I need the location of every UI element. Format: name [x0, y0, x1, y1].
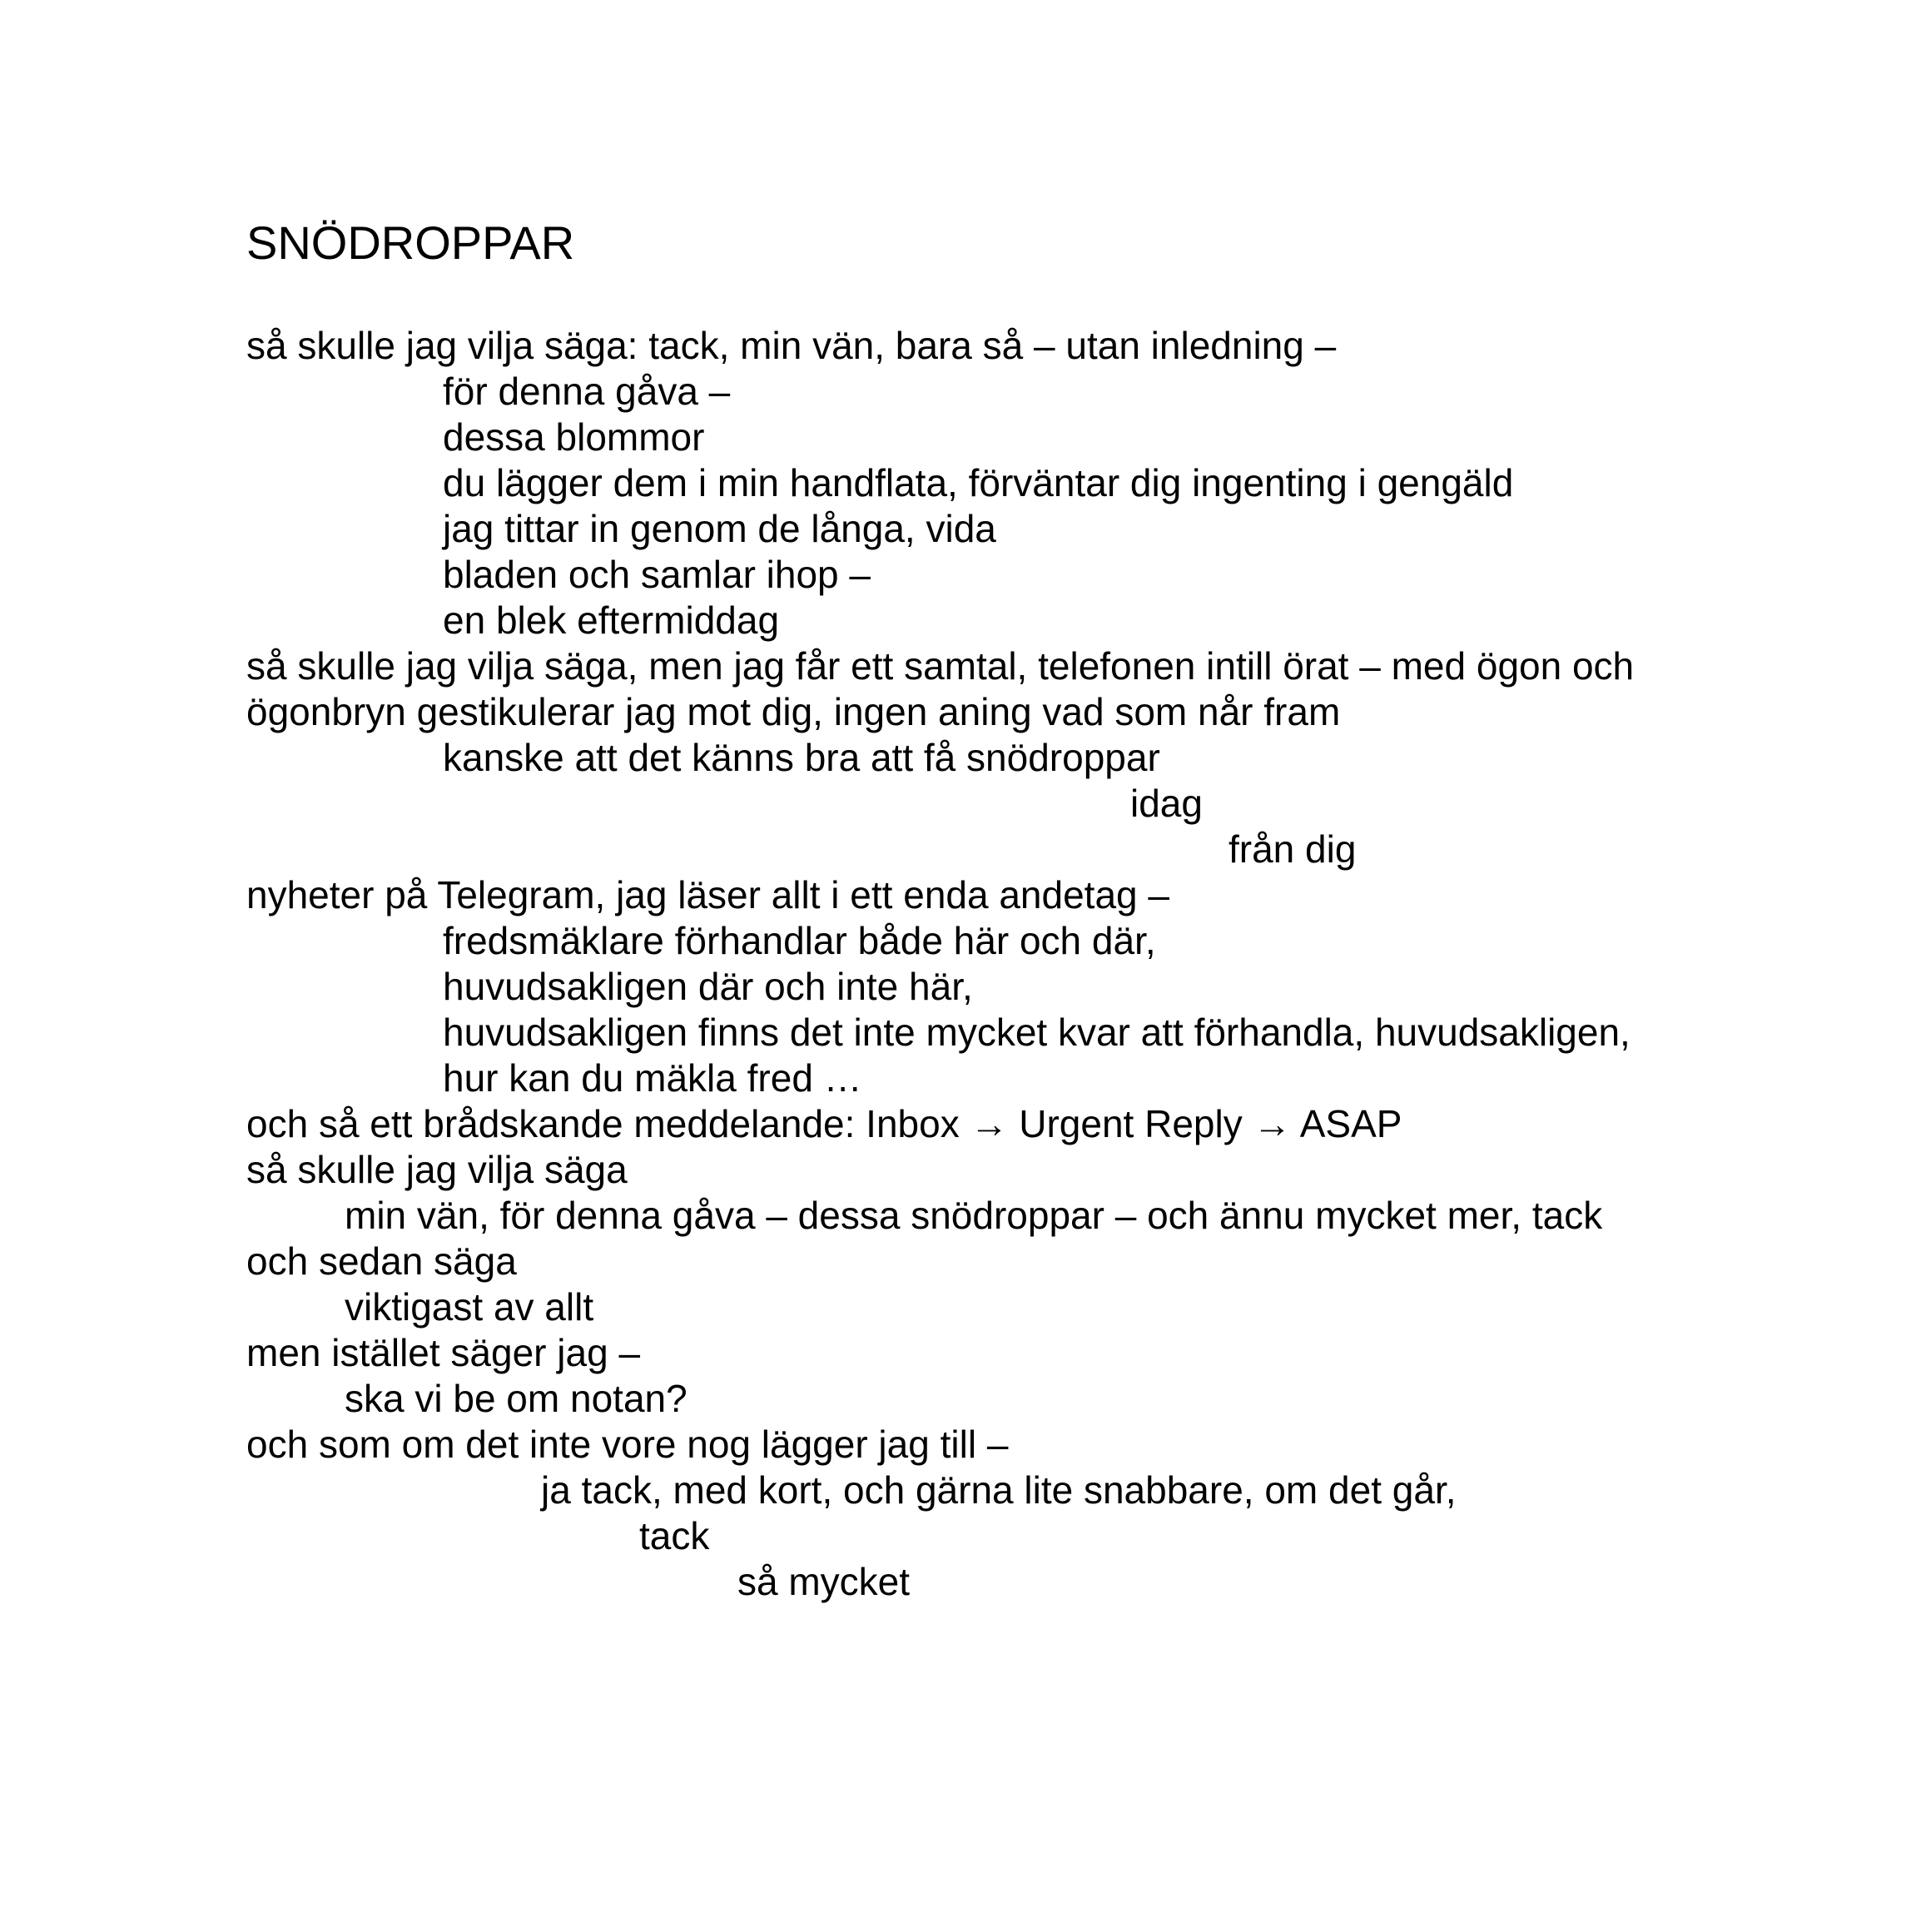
poem-line: så skulle jag vilja säga: tack, min vän, bara så – utan inledning – — [246, 324, 1337, 367]
poem-line: ja tack, med kort, och gärna lite snabbare, om det går, — [541, 1468, 1457, 1512]
poem-line: så skulle jag vilja säga, men jag får ett samtal, telefonen intill örat – med ögon och — [246, 644, 1635, 688]
poem-line: så mycket — [737, 1560, 911, 1603]
poem-line: och så ett brådskande meddelande: Inbox → Urgent Reply → ASAP — [246, 1102, 1402, 1145]
poem-line: och sedan säga — [246, 1239, 517, 1283]
poem-line: för denna gåva – — [443, 370, 731, 413]
poem-line: ögonbryn gestikulerar jag mot dig, ingen aning vad som når fram — [246, 690, 1341, 733]
poem-line: min vän, för denna gåva – dessa snödroppar – och ännu mycket mer, tack — [345, 1194, 1603, 1237]
poem-line: idag — [1130, 782, 1203, 825]
poem-line: och som om det inte vore nog lägger jag till – — [246, 1423, 1009, 1466]
poem-line: nyheter på Telegram, jag läser allt i ett enda andetag – — [246, 873, 1169, 916]
poem-line: ska vi be om notan? — [345, 1377, 687, 1420]
poem-line: hur kan du mäkla fred … — [443, 1056, 862, 1100]
poem-line: fredsmäklare förhandlar både här och där, — [443, 919, 1156, 962]
poem-line: tack — [639, 1514, 710, 1557]
poem-line: kanske att det känns bra att få snödroppar — [443, 736, 1160, 779]
poem-line: men istället säger jag – — [246, 1331, 641, 1374]
poem-line: du lägger dem i min handflata, förväntar dig ingenting i gengäld — [443, 461, 1514, 504]
poem-line: så skulle jag vilja säga — [246, 1148, 628, 1191]
poem-line: viktigast av allt — [345, 1285, 594, 1329]
poem-line: från dig — [1228, 827, 1357, 871]
poem-title: SNÖDROPPAR — [246, 216, 575, 269]
poem-line: bladen och samlar ihop – — [443, 553, 871, 596]
poem-line: huvudsakligen finns det inte mycket kvar att förhandla, huvudsakligen, — [443, 1011, 1631, 1054]
poem-line: jag tittar in genom de långa, vida — [443, 507, 996, 550]
poem-line: dessa blommor — [443, 415, 705, 459]
poem-line: en blek eftermiddag — [443, 598, 780, 642]
poem-body — [246, 323, 1828, 1605]
poem-line: huvudsakligen där och inte här, — [443, 965, 973, 1008]
